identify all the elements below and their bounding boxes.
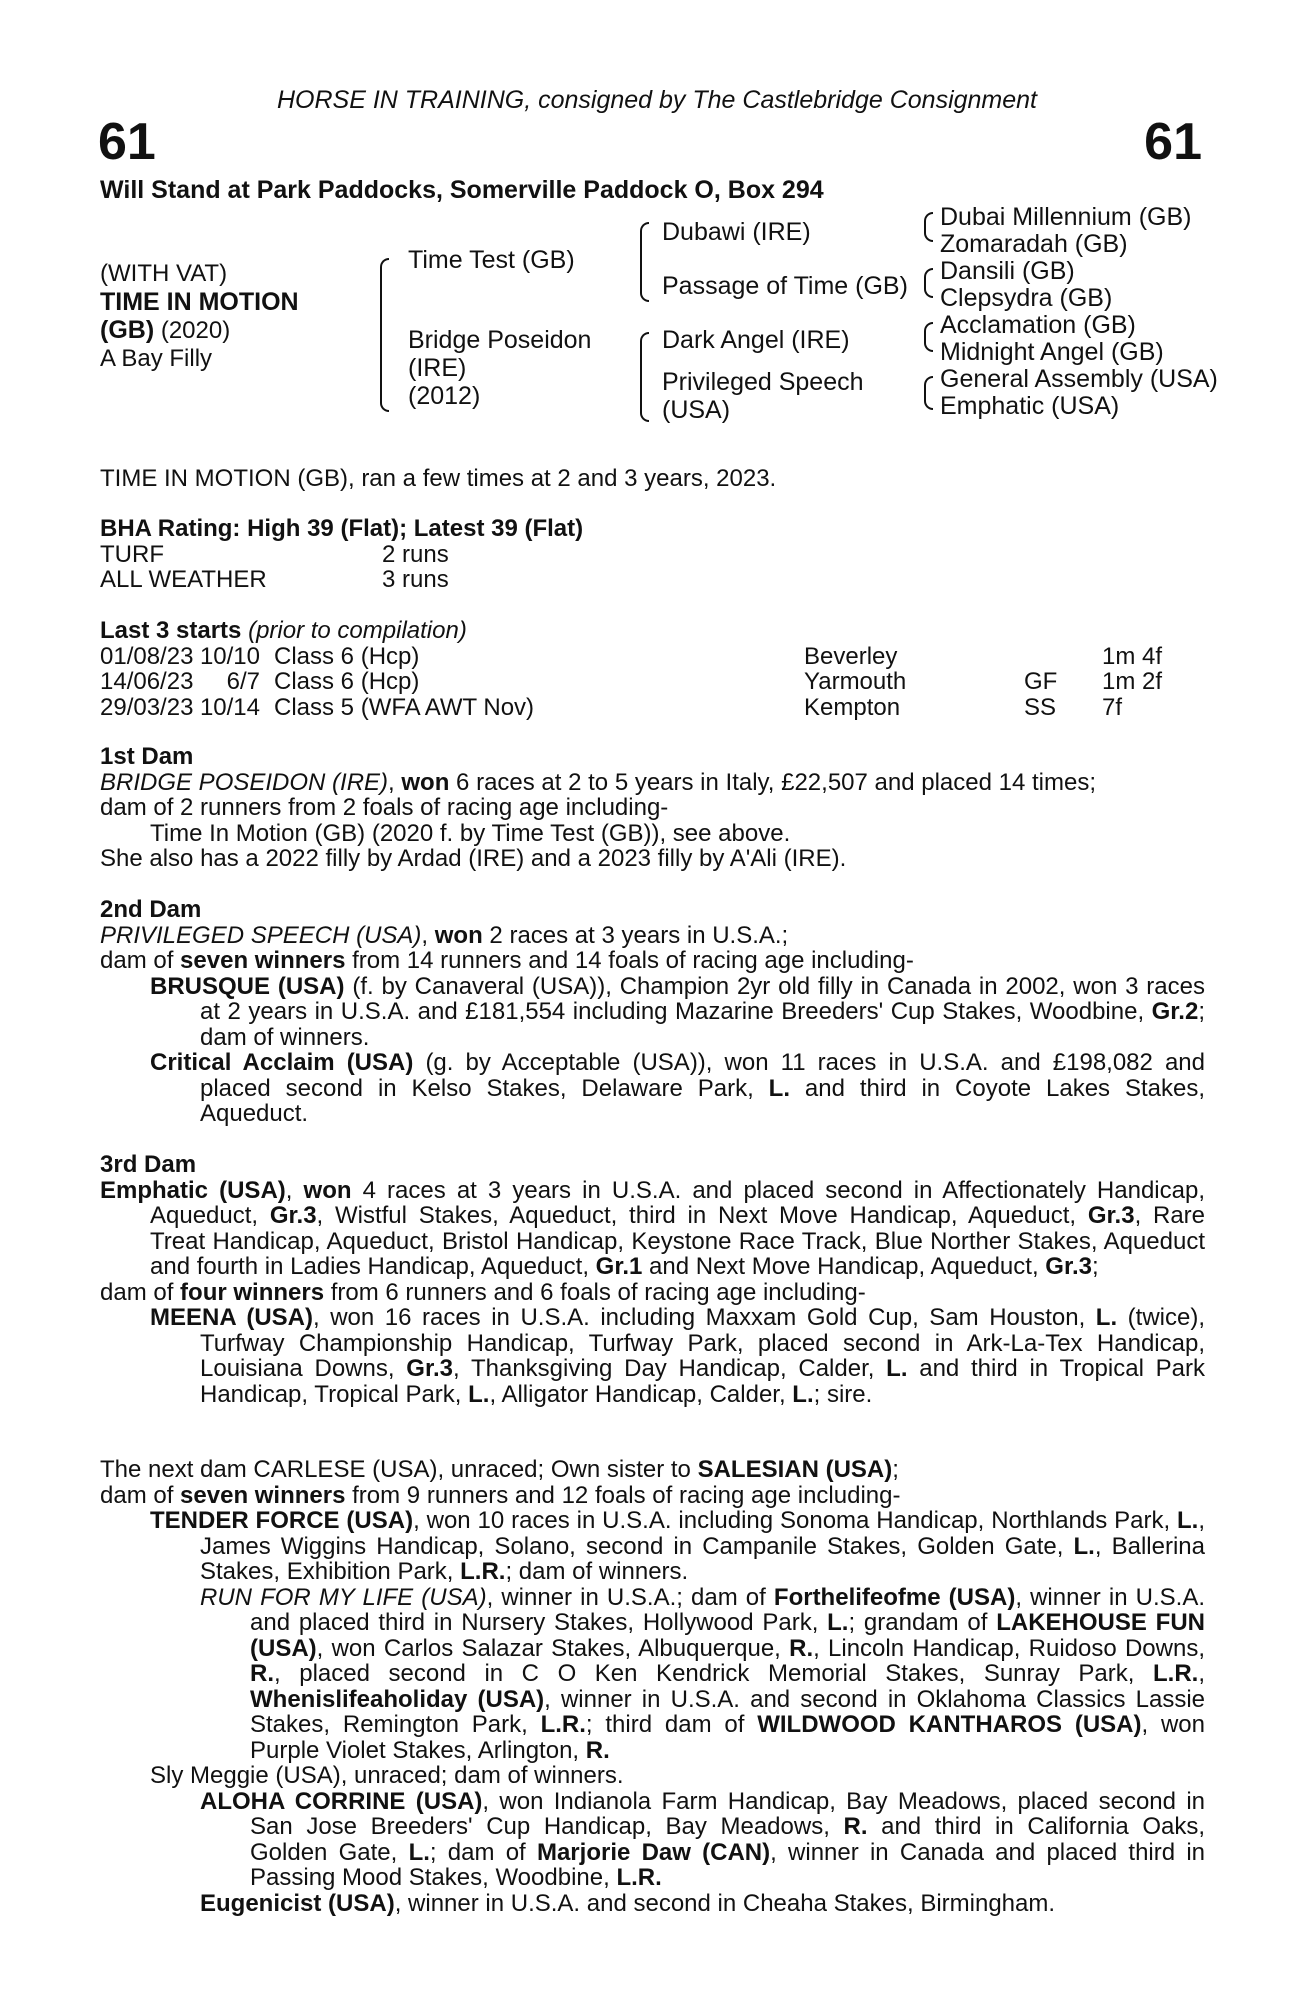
next-dam-section: The next dam CARLESE (USA), unraced; Own sister to SALESIAN (USA); dam of seven winners from 9 runners and 12 foals of racing age including- TENDER FORCE (USA), won 10 races in U.S.A. including Sonoma Handicap, Northlands Park, L., James Wiggins Handicap, Solano, second in Campanile Stakes, Golden Gate, L., Ballerina Stakes, Exhibition Park, L.R.; dam of winners. RUN FOR MY LIFE (USA), winner in U.S.A.; dam of Forthelifeofme (USA), winner in U.S.A. and placed third in Nursery Stakes, Hollywood Park, L.; grandam of LAKEHOUSE FUN (USA), won Carlos Salazar Stakes, Albuquerque, R., Lincoln Handicap, Ruidoso Downs, R., placed second in C O Ken Kendrick Memorial Stakes, Sunray Park, L.R., Whenislifeaholiday (USA), winner in U.S.A. and second in Oklahoma Classics Lassie Stakes, Remington Park, L.R.; third dam of WILDWOOD KANTHAROS (USA), won Purple Violet Stakes, Arlington, R. Sly Meggie (USA), unraced; dam of winners. ALOHA CORRINE (USA), won Indianola Farm Handicap, Bay Meadows, placed second in San Jose Breeders' Cup Handicap, Bay Meadows, R. and third in California Oaks, Golden Gate, L.; dam of Marjorie Daw (CAN), winner in Canada and placed third in Passing Mood Stakes, Woodbine, L.R. Eugenicist (USA), winner in U.S.A. and second in Cheaha Stakes, Birmingham. — [100, 1456, 1206, 1917]
pedigree-gen3-c: Acclamation (GB) Midnight Angel (GB) — [940, 311, 1164, 366]
pedigree-brace-sire — [640, 222, 649, 302]
pedigree-sire: Time Test (GB) — [408, 246, 575, 274]
list-item: TENDER FORCE (USA), won 10 races in U.S.A. including Sonoma Handicap, Northlands Park, L., James Wiggins Handicap, Solano, second in Campanile Stakes, Golden Gate, L., Ballerina Stakes, Exhibition Park, L.R.; dam of winners. — [150, 1507, 1206, 1585]
bha-rating-title: BHA Rating: High 39 (Flat); Latest 39 (Flat) — [100, 515, 584, 542]
pedigree-dam-dam: Privileged Speech (USA) — [662, 368, 864, 424]
horse-name: TIME IN MOTION — [100, 288, 299, 316]
table-row: 01/08/23 10/10 Class 6 (Hcp) Beverley 1m 4f — [100, 642, 1163, 670]
pedigree-dam-sire: Dark Angel (IRE) — [662, 326, 850, 354]
horse-country: (GB) — [100, 316, 155, 344]
pedigree-sire-dam: Passage of Time (GB) — [662, 272, 908, 300]
pedigree-brace-g2 — [924, 268, 933, 298]
first-dam-title: 1st Dam — [100, 743, 194, 770]
pedigree-brace-dam — [640, 332, 649, 422]
table-row: 29/03/23 10/14 Class 5 (WFA AWT Nov) Kempton SS 7f — [100, 693, 1123, 721]
pedigree-sire-sire: Dubawi (IRE) — [662, 218, 811, 246]
pedigree-dam: Bridge Poseidon (IRE) (2012) — [408, 326, 592, 410]
last-starts-table — [100, 644, 1162, 721]
third-dam-section: 3rd Dam Emphatic (USA), won 4 races at 3 years in U.S.A. and placed second in Affectionately Handicap, Aqueduct, Gr.3, Wistful Stakes, Aqueduct, third in Next Move Handicap, Aqueduct, Gr.3, Rare Treat Handicap, Aqueduct, Bristol Handicap, Keystone Race Track, Blue Norther Stakes, Aqueduct and fourth in Ladies Handicap, Aqueduct, Gr.1 and Next Move Handicap, Aqueduct, Gr.3; dam of four winners from 6 runners and 6 foals of racing age including- MEENA (USA), won 16 races in U.S.A. including Maxxam Gold Cup, Sam Houston, L. (twice), Turfway Championship Handicap, Turfway Park, placed second in Ark-La-Tex Handicap, Louisiana Downs, Gr.3, Thanksgiving Day Handicap, Calder, L. and third in Tropical Park Handicap, Tropical Park, L., Alligator Handicap, Calder, L.; sire. — [100, 1151, 1206, 1408]
consignment-header: HORSE IN TRAINING, consigned by The Castlebridge Consignment — [276, 86, 1038, 114]
list-item: MEENA (USA), won 16 races in U.S.A. including Maxxam Gold Cup, Sam Houston, L. (twice), Turfway Championship Handicap, Turfway Park, placed second in Ark-La-Tex Handicap, Louisiana Downs, Gr.3, Thanksgiving Day Handicap, Calder, L. and third in Tropical Park Handicap, Tropical Park, L., Alligator Handicap, Calder, L.; sire. — [150, 1304, 1206, 1408]
list-item: BRUSQUE (USA) (f. by Canaveral (USA)), Champion 2yr old filly in Canada in 2002, won 3 races at 2 years in U.S.A. and £181,554 including Mazarine Breeders' Cup Stakes, Woodbine, Gr.2; dam of winners. — [150, 972, 1205, 1051]
pedigree-gen3-d: General Assembly (USA) Emphatic (USA) — [940, 365, 1218, 420]
list-item: Eugenicist (USA), winner in U.S.A. and second in Cheaha Stakes, Birmingham. — [200, 1889, 1056, 1917]
pedigree-brace-g3 — [924, 322, 933, 352]
bha-rating-section: BHA Rating: High 39 (Flat); Latest 39 (Flat) TURF 2 runs ALL WEATHER 3 runs — [100, 516, 1205, 593]
pedigree-brace-main — [380, 258, 389, 412]
list-item: RUN FOR MY LIFE (USA), winner in U.S.A.; dam of Forthelifeofme (USA), winner in U.S.A. and placed third in Nursery Stakes, Hollywood Park, L.; grandam of LAKEHOUSE FUN (USA), won Carlos Salazar Stakes, Albuquerque, R., Lincoln Handicap, Ruidoso Downs, R., placed second in C O Ken Kendrick Memorial Stakes, Sunray Park, L.R., Whenislifeaholiday (USA), winner in U.S.A. and second in Oklahoma Classics Lassie Stakes, Remington Park, L.R.; third dam of WILDWOOD KANTHAROS (USA), won Purple Violet Stakes, Arlington, R. — [200, 1583, 1206, 1764]
horse-year: (2020) — [154, 317, 231, 344]
horse-identity — [100, 260, 299, 373]
list-item: Sly Meggie (USA), unraced; dam of winners. — [150, 1762, 624, 1789]
second-dam-section: 2nd Dam PRIVILEGED SPEECH (USA), won 2 races at 3 years in U.S.A.; dam of seven winners from 14 runners and 14 foals of racing age including- BRUSQUE (USA) (f. by Canaveral (USA)), Champion 2yr old filly in Canada in 2002, won 3 races at 2 years in U.S.A. and £181,554 including Mazarine Breeders' Cup Stakes, Woodbine, Gr.2; dam of winners. Critical Acclaim (USA) (g. by Acceptable (USA)), won 11 races in U.S.A. and £198,082 and placed second in Kelso Stakes, Delaware Park, L. and third in Coyote Lakes Stakes, Aqueduct. — [100, 896, 1206, 1127]
race-summary: TIME IN MOTION (GB), ran a few times at 2 and 3 years, 2023. — [100, 465, 777, 492]
pedigree-brace-g1 — [924, 212, 933, 242]
third-dam-title: 3rd Dam — [100, 1151, 197, 1178]
pedigree-gen3-a: Dubai Millennium (GB) Zomaradah (GB) — [940, 203, 1192, 258]
pedigree-gen3-b: Dansili (GB) Clepsydra (GB) — [940, 257, 1113, 312]
vat-label: (WITH VAT) — [100, 260, 228, 287]
lot-number-left: 61 — [98, 113, 156, 171]
pedigree-brace-g4 — [924, 376, 933, 410]
last-starts-section: Last 3 starts (prior to compilation) 01/08/23 10/10 Class 6 (Hcp) Beverley 1m 4f 14/06/23 6/7 Class 6 (Hcp) Yarmouth GF 1m 2f 29/03/23 10/14 Class 5 (WFA AWT Nov) Kempton SS 7f — [100, 617, 1163, 721]
list-item: Critical Acclaim (USA) (g. by Acceptable (USA)), won 11 races in U.S.A. and £198,082 and placed second in Kelso Stakes, Delaware Park, L. and third in Coyote Lakes Stakes, Aqueduct. — [150, 1049, 1206, 1127]
table-row: 14/06/23 6/7 Class 6 (Hcp) Yarmouth GF 1m 2f — [100, 668, 1163, 695]
stand-location: Will Stand at Park Paddocks, Somerville Paddock O, Box 294 — [100, 176, 824, 204]
first-dam-section: 1st Dam BRIDGE POSEIDON (IRE), won 6 races at 2 to 5 years in Italy, £22,507 and placed 14 times; dam of 2 runners from 2 foals of racing age including- Time In Motion (GB) (2020 f. by Time Test (GB)), see above. She also has a 2022 filly by Ardad (IRE) and a 2023 filly by A'Ali (IRE). — [100, 744, 1205, 872]
horse-description: A Bay Filly — [100, 345, 213, 372]
last-starts-title: Last 3 starts — [100, 617, 242, 644]
list-item: ALOHA CORRINE (USA), won Indianola Farm Handicap, Bay Meadows, placed second in San Jose Breeders' Cup Handicap, Bay Meadows, R. and third in California Oaks, Golden Gate, L.; dam of Marjorie Daw (CAN), winner in Canada and placed third in Passing Mood Stakes, Woodbine, L.R. — [200, 1787, 1206, 1891]
lot-number-right: 61 — [1144, 113, 1202, 171]
second-dam-title: 2nd Dam — [100, 896, 202, 923]
